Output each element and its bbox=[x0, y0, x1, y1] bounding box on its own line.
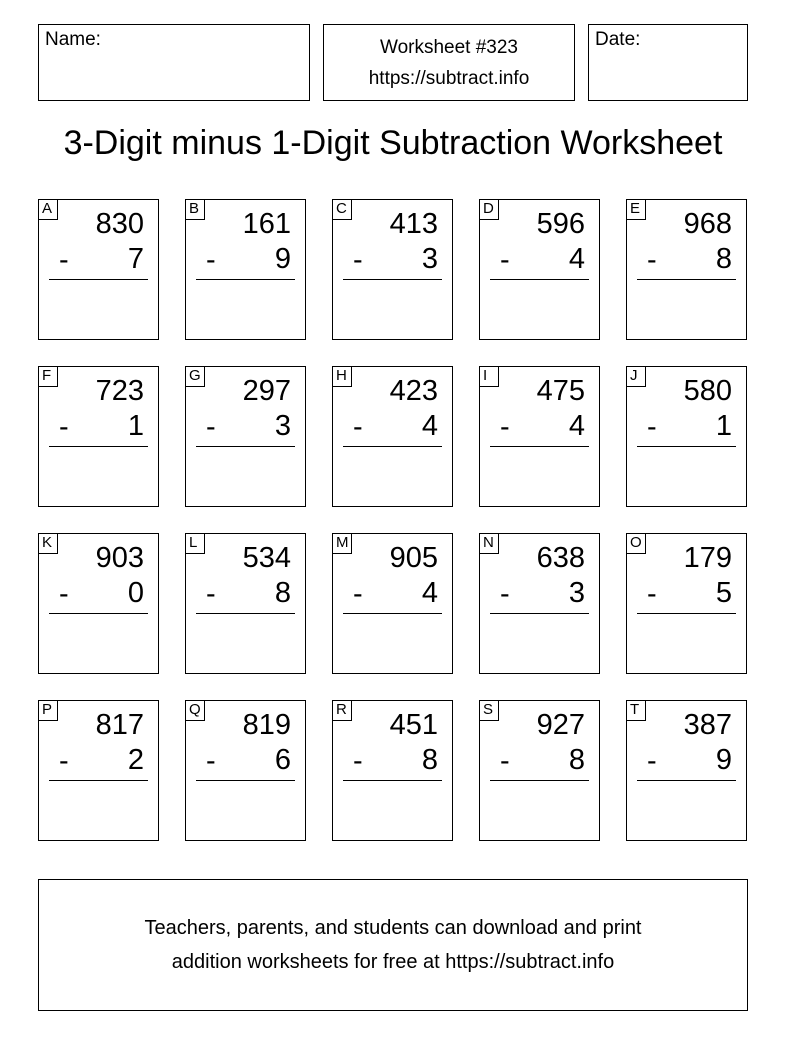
answer-line bbox=[490, 279, 589, 280]
subtrahend: 8 bbox=[274, 577, 291, 609]
subtrahend: 7 bbox=[127, 243, 144, 275]
minus-sign: - bbox=[500, 745, 510, 777]
answer-line bbox=[49, 446, 148, 447]
problem-letter: D bbox=[479, 199, 499, 220]
worksheet-info-box bbox=[323, 24, 575, 101]
minuend: 905 bbox=[389, 542, 438, 574]
answer-space[interactable] bbox=[49, 618, 148, 668]
subtrahend: 2 bbox=[127, 744, 144, 776]
minus-sign: - bbox=[353, 745, 363, 777]
problem-card-j bbox=[626, 366, 747, 507]
minus-sign: - bbox=[647, 244, 657, 276]
minuend: 423 bbox=[389, 375, 438, 407]
answer-line bbox=[637, 279, 736, 280]
minuend: 413 bbox=[389, 208, 438, 240]
subtrahend: 8 bbox=[568, 744, 585, 776]
problem-card-g bbox=[185, 366, 306, 507]
minus-sign: - bbox=[647, 745, 657, 777]
problem-letter: B bbox=[185, 199, 205, 220]
minuend: 927 bbox=[536, 709, 585, 741]
answer-line bbox=[637, 780, 736, 781]
problem-letter: M bbox=[332, 533, 352, 554]
date-label: Date: bbox=[595, 29, 641, 50]
problem-letter: K bbox=[38, 533, 58, 554]
answer-line bbox=[196, 446, 295, 447]
minus-sign: - bbox=[59, 745, 69, 777]
subtrahend: 4 bbox=[568, 243, 585, 275]
answer-space[interactable] bbox=[343, 451, 442, 501]
answer-space[interactable] bbox=[343, 785, 442, 835]
minus-sign: - bbox=[59, 578, 69, 610]
problem-card-h bbox=[332, 366, 453, 507]
problem-card-l bbox=[185, 533, 306, 674]
minuend: 817 bbox=[95, 709, 144, 741]
problem-letter: C bbox=[332, 199, 352, 220]
answer-line bbox=[490, 446, 589, 447]
minus-sign: - bbox=[353, 244, 363, 276]
problem-card-a bbox=[38, 199, 159, 340]
minus-sign: - bbox=[206, 578, 216, 610]
problem-card-s bbox=[479, 700, 600, 841]
problem-letter: L bbox=[185, 533, 205, 554]
minus-sign: - bbox=[353, 411, 363, 443]
answer-line bbox=[196, 613, 295, 614]
answer-line bbox=[637, 446, 736, 447]
minus-sign: - bbox=[647, 578, 657, 610]
minus-sign: - bbox=[206, 244, 216, 276]
minuend: 830 bbox=[95, 208, 144, 240]
answer-space[interactable] bbox=[343, 618, 442, 668]
problem-card-m bbox=[332, 533, 453, 674]
problem-letter: N bbox=[479, 533, 499, 554]
answer-space[interactable] bbox=[196, 284, 295, 334]
subtrahend: 8 bbox=[715, 243, 732, 275]
answer-space[interactable] bbox=[637, 284, 736, 334]
problem-card-c bbox=[332, 199, 453, 340]
minuend: 638 bbox=[536, 542, 585, 574]
answer-line bbox=[343, 780, 442, 781]
subtrahend: 8 bbox=[421, 744, 438, 776]
answer-line bbox=[49, 780, 148, 781]
worksheet-number: Worksheet #323 bbox=[379, 37, 518, 58]
worksheet-url: https://subtract.info bbox=[368, 68, 530, 89]
answer-space[interactable] bbox=[196, 451, 295, 501]
answer-line bbox=[490, 780, 589, 781]
subtrahend: 4 bbox=[421, 410, 438, 442]
answer-line bbox=[196, 279, 295, 280]
problem-letter: E bbox=[626, 199, 646, 220]
minuend: 968 bbox=[683, 208, 732, 240]
answer-space[interactable] bbox=[490, 451, 589, 501]
problem-letter: O bbox=[626, 533, 646, 554]
subtrahend: 9 bbox=[274, 243, 291, 275]
problem-letter: T bbox=[626, 700, 646, 721]
problem-card-k bbox=[38, 533, 159, 674]
minus-sign: - bbox=[647, 411, 657, 443]
minuend: 534 bbox=[242, 542, 291, 574]
problem-card-p bbox=[38, 700, 159, 841]
problem-letter: Q bbox=[185, 700, 205, 721]
problem-letter: S bbox=[479, 700, 499, 721]
footer-line-2: addition worksheets for free at https://subtract.info bbox=[171, 951, 615, 973]
subtrahend: 1 bbox=[715, 410, 732, 442]
problem-card-b bbox=[185, 199, 306, 340]
answer-line bbox=[343, 279, 442, 280]
answer-space[interactable] bbox=[490, 618, 589, 668]
minuend: 161 bbox=[242, 208, 291, 240]
subtrahend: 4 bbox=[568, 410, 585, 442]
minuend: 723 bbox=[95, 375, 144, 407]
problem-letter: R bbox=[332, 700, 352, 721]
problem-letter: G bbox=[185, 366, 205, 387]
problem-card-d bbox=[479, 199, 600, 340]
minuend: 179 bbox=[683, 542, 732, 574]
name-label: Name: bbox=[45, 29, 101, 50]
minuend: 387 bbox=[683, 709, 732, 741]
minus-sign: - bbox=[353, 578, 363, 610]
footer-line-1: Teachers, parents, and students can download and print bbox=[144, 917, 642, 939]
answer-space[interactable] bbox=[49, 785, 148, 835]
minuend: 297 bbox=[242, 375, 291, 407]
name-box[interactable] bbox=[38, 24, 310, 101]
answer-line bbox=[49, 613, 148, 614]
problem-card-f bbox=[38, 366, 159, 507]
answer-line bbox=[343, 613, 442, 614]
problem-letter: J bbox=[626, 366, 646, 387]
problem-card-e bbox=[626, 199, 747, 340]
problem-letter: F bbox=[38, 366, 58, 387]
problem-card-i bbox=[479, 366, 600, 507]
minuend: 475 bbox=[536, 375, 585, 407]
minus-sign: - bbox=[500, 244, 510, 276]
minus-sign: - bbox=[59, 244, 69, 276]
answer-space[interactable] bbox=[637, 785, 736, 835]
subtrahend: 3 bbox=[274, 410, 291, 442]
subtrahend: 4 bbox=[421, 577, 438, 609]
problem-card-t bbox=[626, 700, 747, 841]
minus-sign: - bbox=[500, 411, 510, 443]
subtrahend: 1 bbox=[127, 410, 144, 442]
answer-space[interactable] bbox=[49, 451, 148, 501]
problem-letter: P bbox=[38, 700, 58, 721]
minuend: 903 bbox=[95, 542, 144, 574]
subtrahend: 6 bbox=[274, 744, 291, 776]
problem-letter: A bbox=[38, 199, 58, 220]
problem-card-q bbox=[185, 700, 306, 841]
answer-line bbox=[490, 613, 589, 614]
minus-sign: - bbox=[59, 411, 69, 443]
answer-line bbox=[637, 613, 736, 614]
subtrahend: 3 bbox=[568, 577, 585, 609]
subtrahend: 5 bbox=[715, 577, 732, 609]
minus-sign: - bbox=[500, 578, 510, 610]
date-box[interactable] bbox=[588, 24, 748, 101]
page-title: 3-Digit minus 1-Digit Subtraction Worksheet bbox=[63, 124, 723, 162]
answer-space[interactable] bbox=[490, 284, 589, 334]
minuend: 451 bbox=[389, 709, 438, 741]
answer-space[interactable] bbox=[637, 618, 736, 668]
minus-sign: - bbox=[206, 745, 216, 777]
subtrahend: 3 bbox=[421, 243, 438, 275]
problem-card-n bbox=[479, 533, 600, 674]
problem-card-o bbox=[626, 533, 747, 674]
answer-line bbox=[343, 446, 442, 447]
problem-card-r bbox=[332, 700, 453, 841]
footer-note bbox=[38, 879, 748, 1011]
problem-letter: I bbox=[479, 366, 499, 387]
problem-letter: H bbox=[332, 366, 352, 387]
minus-sign: - bbox=[206, 411, 216, 443]
minuend: 580 bbox=[683, 375, 732, 407]
answer-space[interactable] bbox=[196, 785, 295, 835]
subtrahend: 9 bbox=[715, 744, 732, 776]
answer-space[interactable] bbox=[490, 785, 589, 835]
minuend: 596 bbox=[536, 208, 585, 240]
answer-line bbox=[49, 279, 148, 280]
answer-line bbox=[196, 780, 295, 781]
subtrahend: 0 bbox=[127, 577, 144, 609]
answer-space[interactable] bbox=[343, 284, 442, 334]
answer-space[interactable] bbox=[49, 284, 148, 334]
minuend: 819 bbox=[242, 709, 291, 741]
answer-space[interactable] bbox=[637, 451, 736, 501]
answer-space[interactable] bbox=[196, 618, 295, 668]
